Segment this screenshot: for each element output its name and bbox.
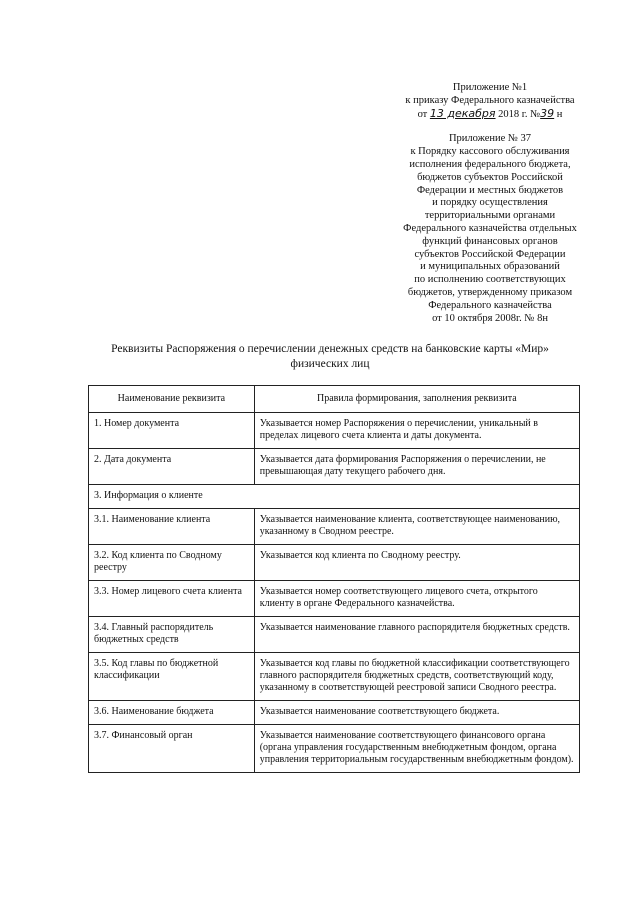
requisite-rule-cell: Указывается наименование клиента, соответствующее наименованию, указанному в Сводном реестре. — [254, 509, 579, 545]
table-row — [89, 449, 580, 485]
requisites-table — [88, 385, 580, 773]
table-row — [89, 485, 580, 509]
appendix-subline: бюджетов субъектов Российской — [417, 171, 563, 183]
appendix-subline: Федерального казначейства — [428, 299, 552, 311]
order-date-prefix: от — [417, 108, 428, 120]
order-number-suffix: н — [556, 108, 563, 120]
requisite-name-cell: 3.2. Код клиента по Сводному реестру — [89, 545, 255, 581]
requisite-name-cell: 3.1. Наименование клиента — [89, 509, 255, 545]
appendix-sublist — [380, 133, 600, 325]
requisite-rule-cell: Указывается наименование соответствующего финансового органа (органа управления государственным внебюджетным фондом, органа управления территориальным государственным внебюджетным фондом). — [254, 725, 579, 773]
table-row — [89, 509, 580, 545]
handwritten-date: 13 декабря — [429, 106, 496, 120]
requisite-rule-cell: Указывается дата формирования Распоряжения о перечислении, не превышающая дату текущего рабочего дня. — [254, 449, 579, 485]
table-header-row — [89, 386, 580, 413]
appendix-subline: исполнения федерального бюджета, — [409, 158, 571, 170]
order-date-mid: 2018 г. № — [498, 108, 541, 120]
requisite-name-cell: 3.6. Наименование бюджета — [89, 701, 255, 725]
table-row — [89, 725, 580, 773]
requisite-name-cell: 3.4. Главный распорядитель бюджетных средств — [89, 617, 255, 653]
table-row — [89, 653, 580, 701]
appendix-subline: Федерального казначейства отдельных — [403, 222, 577, 234]
appendix-header — [380, 82, 600, 325]
table-row — [89, 545, 580, 581]
appendix-subline: Федерации и местных бюджетов — [416, 184, 564, 196]
requisite-rule-cell: Указывается код клиента по Сводному реестру. — [254, 545, 579, 581]
requisite-name-cell: 2. Дата документа — [89, 449, 255, 485]
requisite-name-cell: 3.3. Номер лицевого счета клиента — [89, 581, 255, 617]
table-body — [89, 413, 580, 773]
header-requisite-rule: Правила формирования, заполнения реквизита — [254, 386, 579, 413]
table-row — [89, 617, 580, 653]
appendix-subline: от 10 октября 2008г. № 8н — [432, 312, 548, 324]
requisite-rule-cell: Указывается код главы по бюджетной классификации соответствующего главного распорядителя бюджетных средств, соответствующий коду, указанному в соответствующей реестровой записи Сводного реестра. — [254, 653, 579, 701]
appendix-subline: функций финансовых органов — [422, 235, 558, 247]
document-title-line2: физических лиц — [290, 358, 370, 370]
table-row — [89, 581, 580, 617]
requisite-name-cell: 1. Номер документа — [89, 413, 255, 449]
appendix-order-date-line — [380, 108, 600, 122]
requisite-name-cell: 3.7. Финансовый орган — [89, 725, 255, 773]
appendix-subline: Приложение № 37 — [448, 133, 532, 145]
requisite-name-cell: 3.5. Код главы по бюджетной классификации — [89, 653, 255, 701]
handwritten-number: 39 — [540, 106, 555, 120]
section-heading-cell: 3. Информация о клиенте — [89, 485, 580, 509]
header-requisite-name: Наименование реквизита — [89, 386, 255, 413]
appendix-subline: территориальными органами — [424, 210, 556, 222]
requisite-rule-cell: Указывается номер соответствующего лицевого счета, открытого клиенту в органе Федерального казначейства. — [254, 581, 579, 617]
requisite-rule-cell: Указывается наименование соответствующего бюджета. — [254, 701, 579, 725]
requisite-rule-cell: Указывается номер Распоряжения о перечислении, уникальный в пределах лицевого счета клиента и даты документа. — [254, 413, 579, 449]
requisite-rule-cell: Указывается наименование главного распорядителя бюджетных средств. — [254, 617, 579, 653]
appendix-subline: и муниципальных образований — [420, 261, 560, 273]
table-row — [89, 413, 580, 449]
appendix-line2: к приказу Федерального казначейства — [405, 94, 575, 106]
appendix-subline: субъектов Российской Федерации — [414, 248, 566, 260]
document-title-line1: Реквизиты Распоряжения о перечислении денежных средств на банковские карты «Мир» — [111, 343, 549, 355]
appendix-subline: бюджетов, утвержденному приказом — [407, 286, 573, 298]
appendix-line1: Приложение №1 — [452, 82, 528, 93]
document-title — [70, 342, 590, 372]
appendix-subline: к Порядку кассового обслуживания — [410, 146, 570, 158]
table-row — [89, 701, 580, 725]
appendix-subline: и порядку осуществления — [432, 197, 548, 209]
appendix-subline: по исполнению соответствующих — [414, 274, 566, 286]
